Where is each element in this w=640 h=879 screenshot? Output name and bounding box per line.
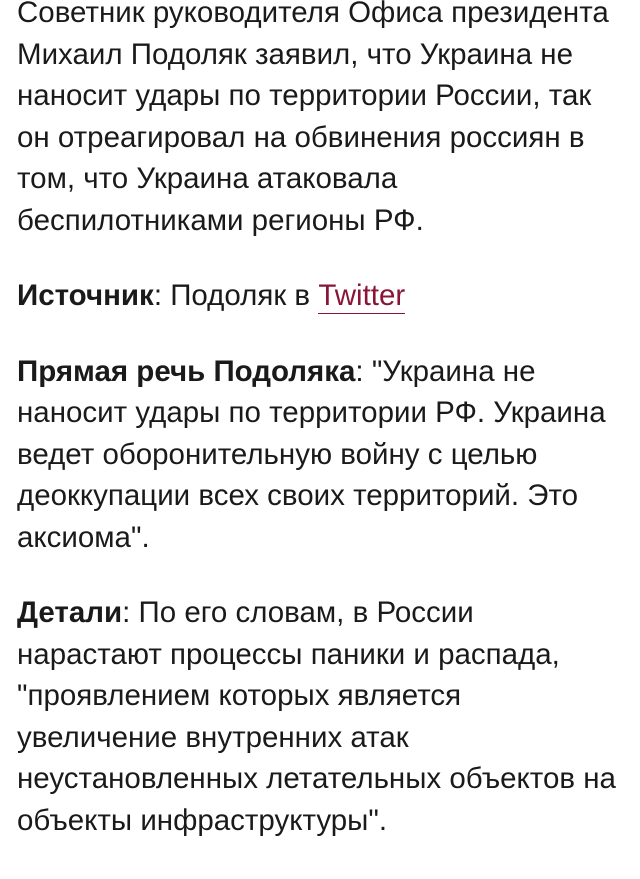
quote-label: Прямая речь Подоляка — [17, 354, 356, 388]
intro-paragraph: Советник руководителя Офиса президента Михаил Подоляк заявил, что Украина не наносит удары по территории России, так он отреагировал на обвинения россиян в том, что Украина атаковала беспилотниками регионы РФ. — [17, 0, 609, 237]
source-colon: : — [153, 279, 163, 312]
twitter-link[interactable]: Twitter — [318, 279, 406, 312]
source-paragraph — [17, 275, 625, 317]
source-label: Источник — [17, 279, 154, 312]
details-label: Детали — [17, 596, 123, 629]
details-colon: : — [122, 596, 131, 629]
quote-paragraph — [17, 351, 625, 559]
article-body — [17, 0, 625, 875]
quote-text: "Украина не наносит удары по территории РФ. Украина ведет оборонительную войну с целью деоккупации всех своих территорий. Это аксиома". — [17, 354, 606, 554]
details-paragraph — [17, 592, 625, 841]
quote-colon: : — [355, 354, 364, 388]
details-text: По его словам, в России нарастают процессы паники и распада, "проявлением которых является увеличение внутренних атак неустановленных летательных объектов на объекты инфраструктуры". — [17, 596, 616, 837]
source-text: Подоляк в — [162, 279, 319, 312]
